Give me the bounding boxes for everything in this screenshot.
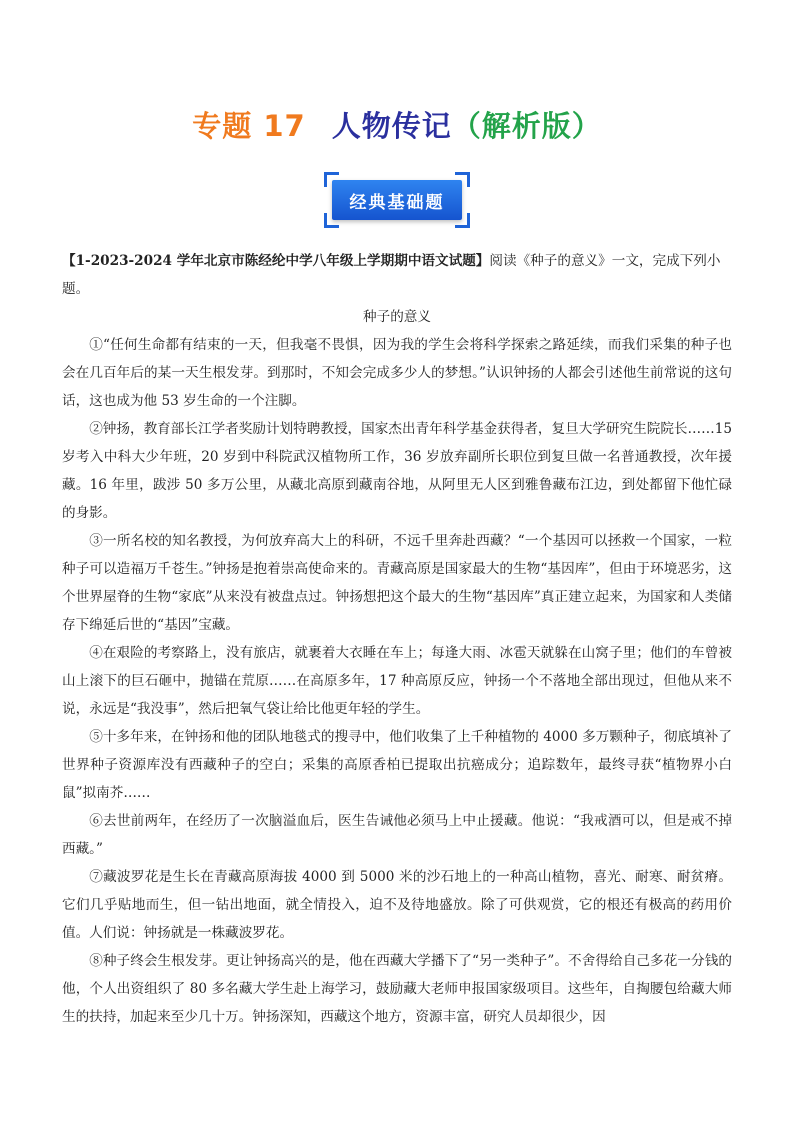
document-body: [62, 247, 732, 1031]
article-paragraph: ⑤十多年来，在钟扬和他的团队地毯式的搜寻中，他们收集了上千种植物的 4000 多万颗种子，彻底填补了世界种子资源库没有西藏种子的空白；采集的高原香柏已提取出抗癌成分；追踪数年，最终寻获“植物界小白鼠”拟南芥……: [62, 729, 732, 801]
article-paragraph: ②钟扬，教育部长江学者奖励计划特聘教授，国家杰出青年科学基金获得者，复旦大学研究生院院长……15 岁考入中科大少年班，20 岁到中科院武汉植物所工作，36 岁放弃副所长职位到复旦做一名普通教授，次年援藏。16 年里，跋涉 50 多万公里，从藏北高原到藏南谷地，从阿里无人区到雅鲁藏布江边，到处都留下他忙碌的身影。: [62, 421, 732, 521]
title-edition: （解析版）: [451, 109, 602, 143]
article-title: 种子的意义: [363, 309, 431, 325]
article-paragraph: ⑦藏波罗花是生长在青藏高原海拔 4000 到 5000 米的沙石地上的一种高山植物，喜光、耐寒、耐贫瘠。它们几乎贴地而生，但一钻出地面，就全情投入，迫不及待地盛放。除了可供观赏，它的根还有极高的药用价值。人们说：钟扬就是一株藏波罗花。: [62, 869, 732, 941]
article-paragraph: ④在艰险的考察路上，没有旅店，就裹着大衣睡在车上；每逢大雨、冰雹天就躲在山窝子里；他们的车曾被山上滚下的巨石砸中，抛锚在荒原……在高原多年，17 种高原反应，钟扬一个不落地全部出现过，但他从来不说，永远是“我没事”，然后把氧气袋让给比他更年轻的学生。: [62, 645, 732, 717]
title-topic-name: 人物传记: [331, 109, 452, 143]
question-source: [62, 247, 732, 303]
article-paragraph: ⑥去世前两年，在经历了一次脑溢血后，医生告诫他必须马上中止援藏。他说：“我戒酒可以，但是戒不掉西藏。”: [62, 813, 732, 857]
title-topic-number: 专题 17: [192, 109, 306, 143]
section-badge-label: 经典基础题: [332, 180, 462, 220]
article-paragraph: ⑧种子终会生根发芽。更让钟扬高兴的是，他在西藏大学播下了“另一类种子”。不舍得给自己多花一分钱的他，个人出资组织了 80 多名藏大学生赴上海学习，鼓励藏大老师申报国家级项目。这些年，自掏腰包给藏大师生的扶持，加起来至少几十万。钟扬深知，西藏这个地方，资源丰富，研究人员却很少，因: [62, 953, 732, 1025]
article-paragraph: ③一所名校的知名教授，为何放弃高大上的科研，不远千里奔赴西藏？“一个基因可以拯救一个国家，一粒种子可以造福万千苍生。”钟扬是抱着崇高使命来的。青藏高原是国家最大的生物“基因库”，但由于环境恶劣，这个世界屋脊的生物“家底”从来没有被盘点过。钟扬想把这个最大的生物“基因库”真正建立起来，为国家和人类储存下绵延后世的“基因”宝藏。: [62, 533, 732, 633]
article-paragraph: ①“任何生命都有结束的一天，但我毫不畏惧，因为我的学生会将科学探索之路延续，而我们采集的种子也会在几百年后的某一天生根发芽。到那时，不知会完成多少人的梦想。”认识钟扬的人都会引述他生前常说的这句话，这也成为他 53 岁生命的一个注脚。: [62, 337, 732, 409]
question-instruction: 阅读《种子的意义》一文，完成下列小题。: [62, 253, 721, 297]
question-source-title: 【1-2023-2024 学年北京市陈经纶中学八年级上学期期中语文试题】: [62, 253, 490, 269]
page-title: [0, 104, 794, 145]
section-badge: [324, 172, 470, 228]
